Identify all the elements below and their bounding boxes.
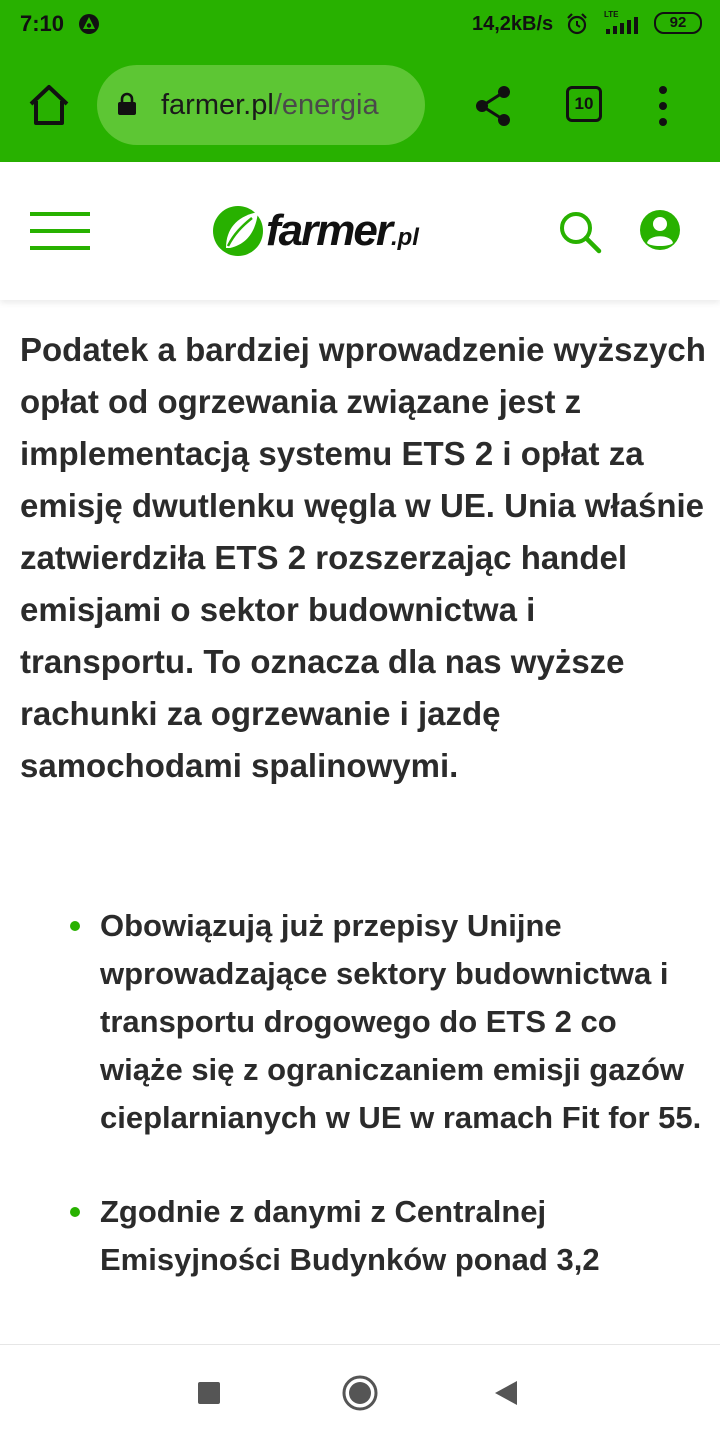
recents-icon[interactable] bbox=[198, 1382, 220, 1404]
bullet-text: Obowiązują już przepisy Unijne wprowadzające sektory budownictwa i transportu drogowego do ETS 2 co wiąże się z ograniczaniem emisji gazów cieplarnianych w UE w ramach Fit for 55. bbox=[100, 908, 702, 1135]
logo-tld: .pl bbox=[390, 224, 419, 251]
status-bar bbox=[0, 0, 720, 50]
article-lead: Podatek a bardziej wprowadzenie wyższych opłat od ogrzewania związane jest z implementacją systemu ETS 2 i opłat za emisję dwutlenku węgla w UE. Unia właśnie zatwierdziła ETS 2 rozszerzając handel emisjami o sektor budownictwa i transportu. To oznacza dla nas wyższe rachunki za ogrzewanie i jazdę samochodami spalinowymi. bbox=[20, 331, 706, 784]
back-icon[interactable] bbox=[493, 1379, 519, 1407]
network-type: LTE bbox=[604, 10, 619, 19]
home-circle-icon[interactable] bbox=[342, 1375, 378, 1411]
signal-icon bbox=[604, 16, 644, 34]
tabs-icon[interactable] bbox=[566, 86, 602, 122]
search-icon[interactable] bbox=[558, 210, 602, 254]
share-icon[interactable] bbox=[473, 84, 513, 128]
app-notification-icon bbox=[78, 13, 100, 35]
list-item bbox=[0, 902, 720, 1142]
browser-toolbar bbox=[0, 50, 720, 162]
bullet-dot bbox=[70, 1207, 80, 1217]
bullet-list bbox=[0, 902, 720, 1330]
hamburger-menu-icon[interactable] bbox=[30, 212, 90, 250]
more-vert-icon[interactable] bbox=[655, 84, 671, 128]
list-item bbox=[0, 1188, 720, 1284]
home-icon[interactable] bbox=[26, 82, 72, 128]
bullet-dot bbox=[70, 921, 80, 931]
site-header bbox=[0, 162, 720, 300]
lock-icon bbox=[117, 92, 137, 116]
url-path: /energia bbox=[273, 89, 379, 121]
leaf-logo-icon bbox=[212, 204, 268, 258]
account-icon[interactable] bbox=[638, 208, 682, 252]
status-time: 7:10 bbox=[20, 11, 65, 36]
tab-count: 10 bbox=[574, 94, 594, 113]
bullet-text: Zgodnie z danymi z Centralnej Emisyjności Budynków ponad 3,2 bbox=[100, 1194, 600, 1277]
url-text bbox=[161, 89, 379, 122]
alarm-icon bbox=[565, 12, 589, 36]
network-speed: 14,2kB/s bbox=[472, 13, 554, 35]
url-domain: farmer.pl bbox=[161, 89, 274, 121]
logo-main: farmer bbox=[266, 206, 391, 255]
address-bar[interactable] bbox=[97, 65, 425, 145]
site-logo[interactable] bbox=[212, 202, 432, 260]
system-navigation-bar bbox=[0, 1344, 720, 1440]
logo-text bbox=[266, 206, 419, 256]
battery-icon bbox=[654, 12, 702, 34]
battery-level: 92 bbox=[669, 14, 687, 31]
article-content bbox=[0, 300, 720, 1344]
